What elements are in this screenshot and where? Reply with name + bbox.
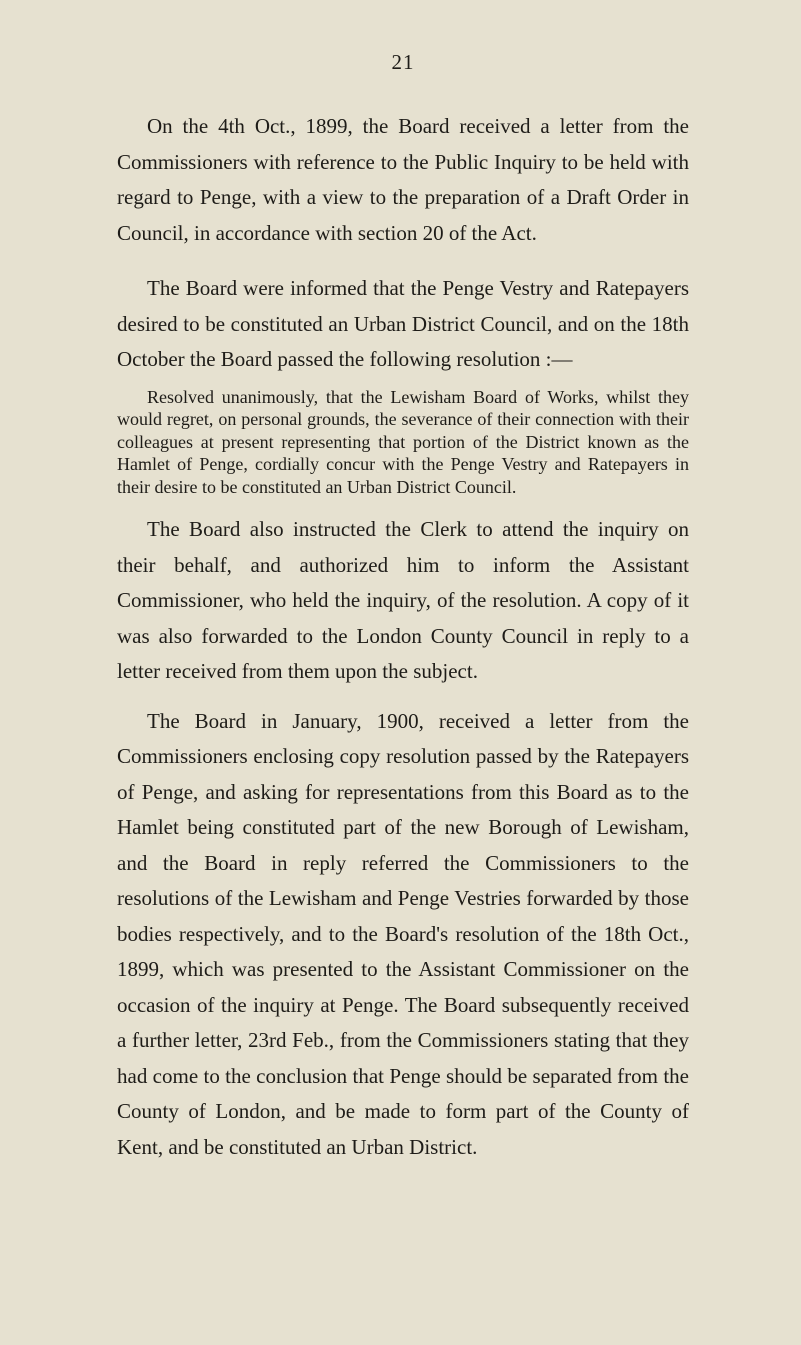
paragraph-vestry-desire: The Board were informed that the Penge Vestry and Ratepayers desired to be constituted an Urban District Council, and on the 18th October the Board passed the following resolution :— bbox=[117, 276, 689, 371]
resolution-quote: Resolved unanimously, that the Lewisham Board of Works, whilst they would regret, on personal grounds, the severance of their connection with their colleagues at present representing that portion of the District known as the Hamlet of Penge, cordially concur with the Penge Vestry and Ratepayers in their desire to be constituted an Urban District Council. bbox=[117, 386, 689, 497]
paragraph-clerk-instructions: The Board also instructed the Clerk to attend the inquiry on their behalf, and authorized him to inform the Assistant Commissioner, who held the inquiry, of the resolution. A copy of it was also forwarded to the London County Council in reply to a letter received from them upon the subject. bbox=[117, 517, 689, 684]
paragraph-january-letter: The Board in January, 1900, received a letter from the Commissioners enclosing copy resolution passed by the Ratepayers of Penge, and asking for representations from this Board as to the Hamlet being constituted part of the new Borough of Lewisham, and the Board in reply referred the Commissioners to the resolutions of the Lewisham and Penge Vestries forwarded by those bodies respectively, and to the Board's resolution of the 18th Oct., 1899, which was presented to the Assistant Commissioner on the occasion of the inquiry at Penge. The Board subsequently received a further letter, 23rd Feb., from the Commissioners stating that they had come to the conclusion that Penge should be separated from the County of London, and be made to form part of the County of Kent, and be constituted an Urban District. bbox=[117, 708, 689, 1159]
page-number: 21 bbox=[391, 50, 415, 74]
paragraph-inquiry-letter: On the 4th Oct., 1899, the Board received a letter from the Commissioners with reference to the Public Inquiry to be held with regard to Penge, with a view to the preparation of a Draft Order in Council, in accordance with section 20 of the Act. bbox=[117, 114, 689, 245]
